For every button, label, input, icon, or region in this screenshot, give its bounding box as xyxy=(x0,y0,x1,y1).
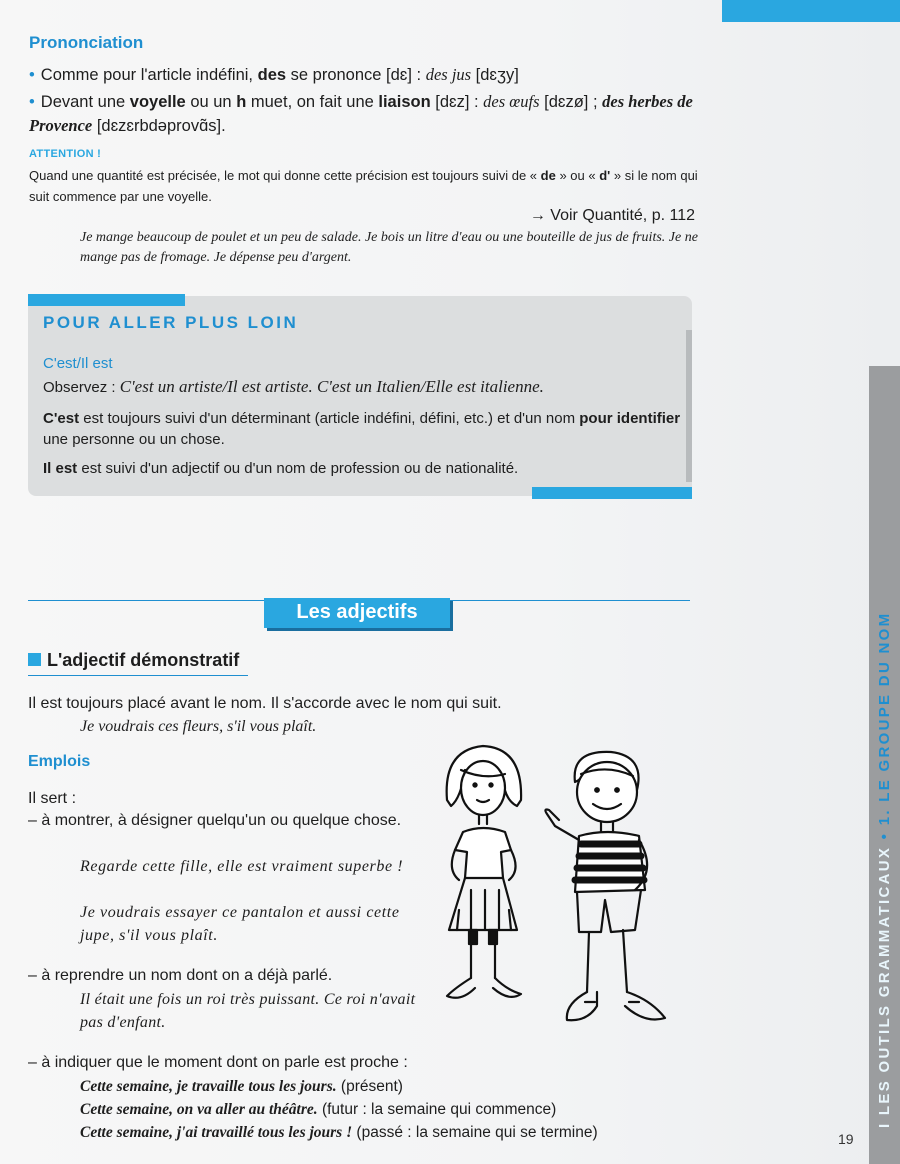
observez-line: Observez : C'est un artiste/Il est artiste. C'est un Italien/Elle est italienne. xyxy=(43,377,544,396)
box-shadow-edge xyxy=(686,330,692,482)
demonstratif-intro: Il est toujours placé avant le nom. Il s'accorde avec le nom qui suit. xyxy=(28,695,502,712)
prononciation-bullet-2: • Devant une voyelle ou un h muet, on fait une liaison [dɛz] : des œufs [dɛzø] ; des herbes de Provence [dɛzɛrbdəprovɑ̃s]. xyxy=(29,92,693,135)
box-accent-bar xyxy=(28,294,185,306)
use-3-example: Cette semaine, j'ai travaillé tous les jours ! (passé : la semaine qui se termine) xyxy=(80,1124,598,1141)
use-3-examples xyxy=(80,1075,720,1144)
use-3-example: Cette semaine, on va aller au théâtre. (futur : la semaine qui commence) xyxy=(80,1101,557,1118)
children-illustration xyxy=(425,740,675,1040)
square-bullet-icon xyxy=(28,653,41,666)
il-sert: Il sert : xyxy=(28,790,77,807)
plus-loin-title: POUR ALLER PLUS LOIN xyxy=(43,313,299,332)
use-2-example: Il était une fois un roi très puissant. Ce roi n'avait pas d'enfant. xyxy=(80,991,416,1031)
plus-loin-rule-2: Il est est suivi d'un adjectif ou d'un nom de profession ou de nationalité. xyxy=(43,460,519,477)
prononciation-bullet-1: • Comme pour l'article indéfini, des se prononce [dɛ] : des jus [dɛʒy] xyxy=(29,65,519,84)
use-3: – à indiquer que le moment dont on parle est proche : xyxy=(28,1054,408,1071)
chapter-title-vertical: I LES OUTILS GRAMMATICAUX • 1. LE GROUPE DU NOM xyxy=(876,611,893,1128)
attention-example: Je mange beaucoup de poulet et un peu de salade. Je bois un litre d'eau ou une bouteille de jus de fruits. Je ne mange pas de fromage. Je dépense peu d'argent. xyxy=(80,230,698,265)
bullet-dot: • xyxy=(29,66,35,84)
demonstratif-example: Je voudrais ces fleurs, s'il vous plaît. xyxy=(80,718,317,735)
box-accent-bar xyxy=(532,487,692,499)
subsection-underline xyxy=(28,675,248,676)
use-3-example: Cette semaine, je travaille tous les jours. (présent) xyxy=(80,1078,403,1095)
use-1-example-2: Je voudrais essayer ce pantalon et aussi cette jupe, s'il vous plaît. xyxy=(80,904,400,944)
bullet-dot: • xyxy=(29,93,35,111)
attention-text: Quand une quantité est précisée, le mot qui donne cette précision est toujours suivi de « de » ou « d' » si le nom qui suit commence par une voyelle. xyxy=(29,168,698,204)
use-1: – à montrer, à désigner quelqu'un ou quelque chose. xyxy=(28,812,402,829)
plus-loin-rule-1: C'est est toujours suivi d'un déterminant (article indéfini, défini, etc.) et d'un nom pour identifier une personne ou un chose. xyxy=(43,410,681,448)
cross-reference: → Voir Quantité, p. 112 xyxy=(529,207,695,224)
use-2: – à reprendre un nom dont on a déjà parlé. xyxy=(28,967,333,984)
emplois-heading: Emplois xyxy=(28,753,91,770)
use-1-example-1: Regarde cette fille, elle est vraiment superbe ! xyxy=(80,858,404,875)
page-number: 19 xyxy=(838,1131,854,1147)
attention-label: ATTENTION ! xyxy=(29,148,102,160)
section-title: Les adjectifs xyxy=(264,598,450,628)
plus-loin-subtitle: C'est/Il est xyxy=(43,355,113,372)
prononciation-heading: Prononciation xyxy=(29,33,144,52)
subsection-heading: L'adjectif démonstratif xyxy=(28,650,239,671)
top-color-tab xyxy=(722,0,900,22)
